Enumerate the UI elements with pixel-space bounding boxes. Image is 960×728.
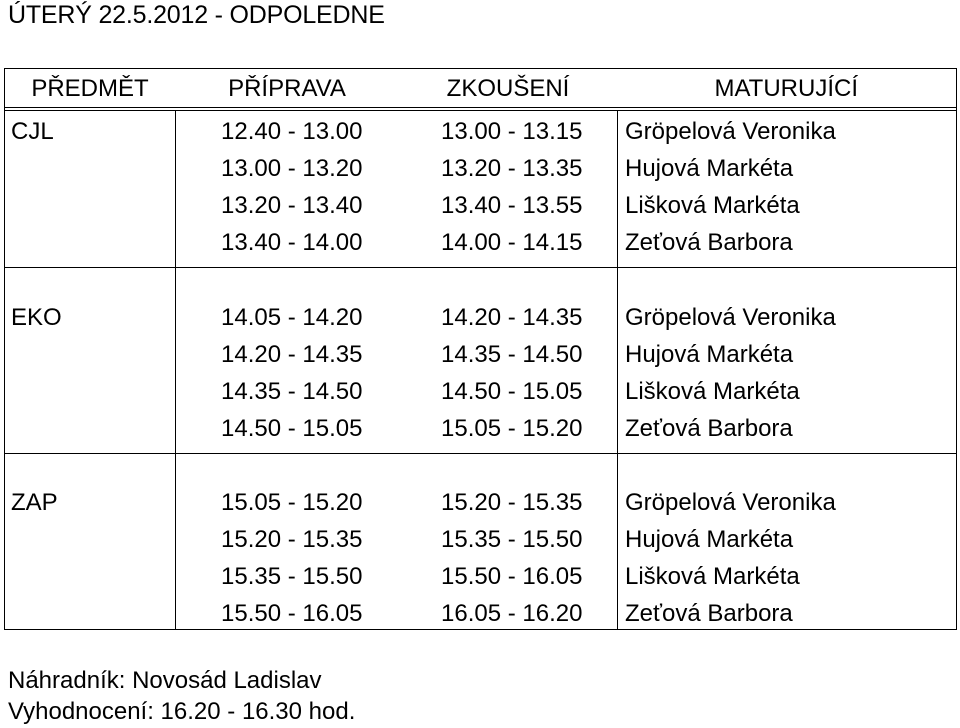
header-prep: PŘÍPRAVA [228, 75, 346, 102]
student-name: Lišková Markéta [625, 378, 800, 405]
subject-label: CJL [11, 118, 54, 145]
student-name: Hujová Markéta [625, 341, 794, 368]
header-student: MATURUJÍCÍ [714, 75, 858, 102]
prep-time: 13.20 - 13.40 [221, 192, 363, 219]
exam-time: 14.00 - 14.15 [441, 229, 583, 256]
student-name: Lišková Markéta [625, 192, 800, 219]
exam-time: 15.50 - 16.05 [441, 563, 583, 590]
exam-time: 16.05 - 16.20 [441, 600, 583, 627]
prep-time: 15.50 - 16.05 [221, 600, 363, 627]
substitute-note: Náhradník: Novosád Ladislav [8, 667, 322, 694]
subject-label: EKO [11, 304, 62, 331]
prep-time: 14.35 - 14.50 [221, 378, 363, 405]
exam-time: 15.35 - 15.50 [441, 526, 583, 553]
student-name: Zeťová Barbora [625, 229, 793, 256]
exam-time: 14.20 - 14.35 [441, 304, 583, 331]
student-name: Zeťová Barbora [625, 415, 793, 442]
student-name: Gröpelová Veronika [625, 489, 836, 516]
header-subject: PŘEDMĚT [31, 75, 149, 102]
prep-time: 15.20 - 15.35 [221, 526, 363, 553]
exam-time: 15.20 - 15.35 [441, 489, 583, 516]
prep-time: 15.35 - 15.50 [221, 563, 363, 590]
prep-time: 12.40 - 13.00 [221, 118, 363, 145]
student-name: Hujová Markéta [625, 155, 794, 182]
column-divider [175, 111, 176, 629]
evaluation-note: Vyhodnocení: 16.20 - 16.30 hod. [8, 698, 356, 725]
prep-time: 15.05 - 15.20 [221, 489, 363, 516]
exam-time: 15.05 - 15.20 [441, 415, 583, 442]
prep-time: 14.20 - 14.35 [221, 341, 363, 368]
header-exam: ZKOUŠENÍ [446, 75, 570, 102]
group-separator [5, 453, 956, 454]
page-title: ÚTERÝ 22.5.2012 - ODPOLEDNE [8, 1, 385, 29]
column-divider [617, 111, 618, 629]
prep-time: 14.50 - 15.05 [221, 415, 363, 442]
group-separator [5, 267, 956, 268]
table-header [5, 69, 956, 111]
prep-time: 13.00 - 13.20 [221, 155, 363, 182]
student-name: Gröpelová Veronika [625, 118, 836, 145]
exam-time: 13.00 - 13.15 [441, 118, 583, 145]
prep-time: 14.05 - 14.20 [221, 304, 363, 331]
exam-time: 13.40 - 13.55 [441, 192, 583, 219]
prep-time: 13.40 - 14.00 [221, 229, 363, 256]
subject-label: ZAP [11, 489, 58, 516]
exam-time: 14.35 - 14.50 [441, 341, 583, 368]
exam-time: 13.20 - 13.35 [441, 155, 583, 182]
exam-time: 14.50 - 15.05 [441, 378, 583, 405]
student-name: Gröpelová Veronika [625, 304, 836, 331]
student-name: Zeťová Barbora [625, 600, 793, 627]
student-name: Lišková Markéta [625, 563, 800, 590]
student-name: Hujová Markéta [625, 526, 794, 553]
schedule-table [4, 68, 957, 630]
